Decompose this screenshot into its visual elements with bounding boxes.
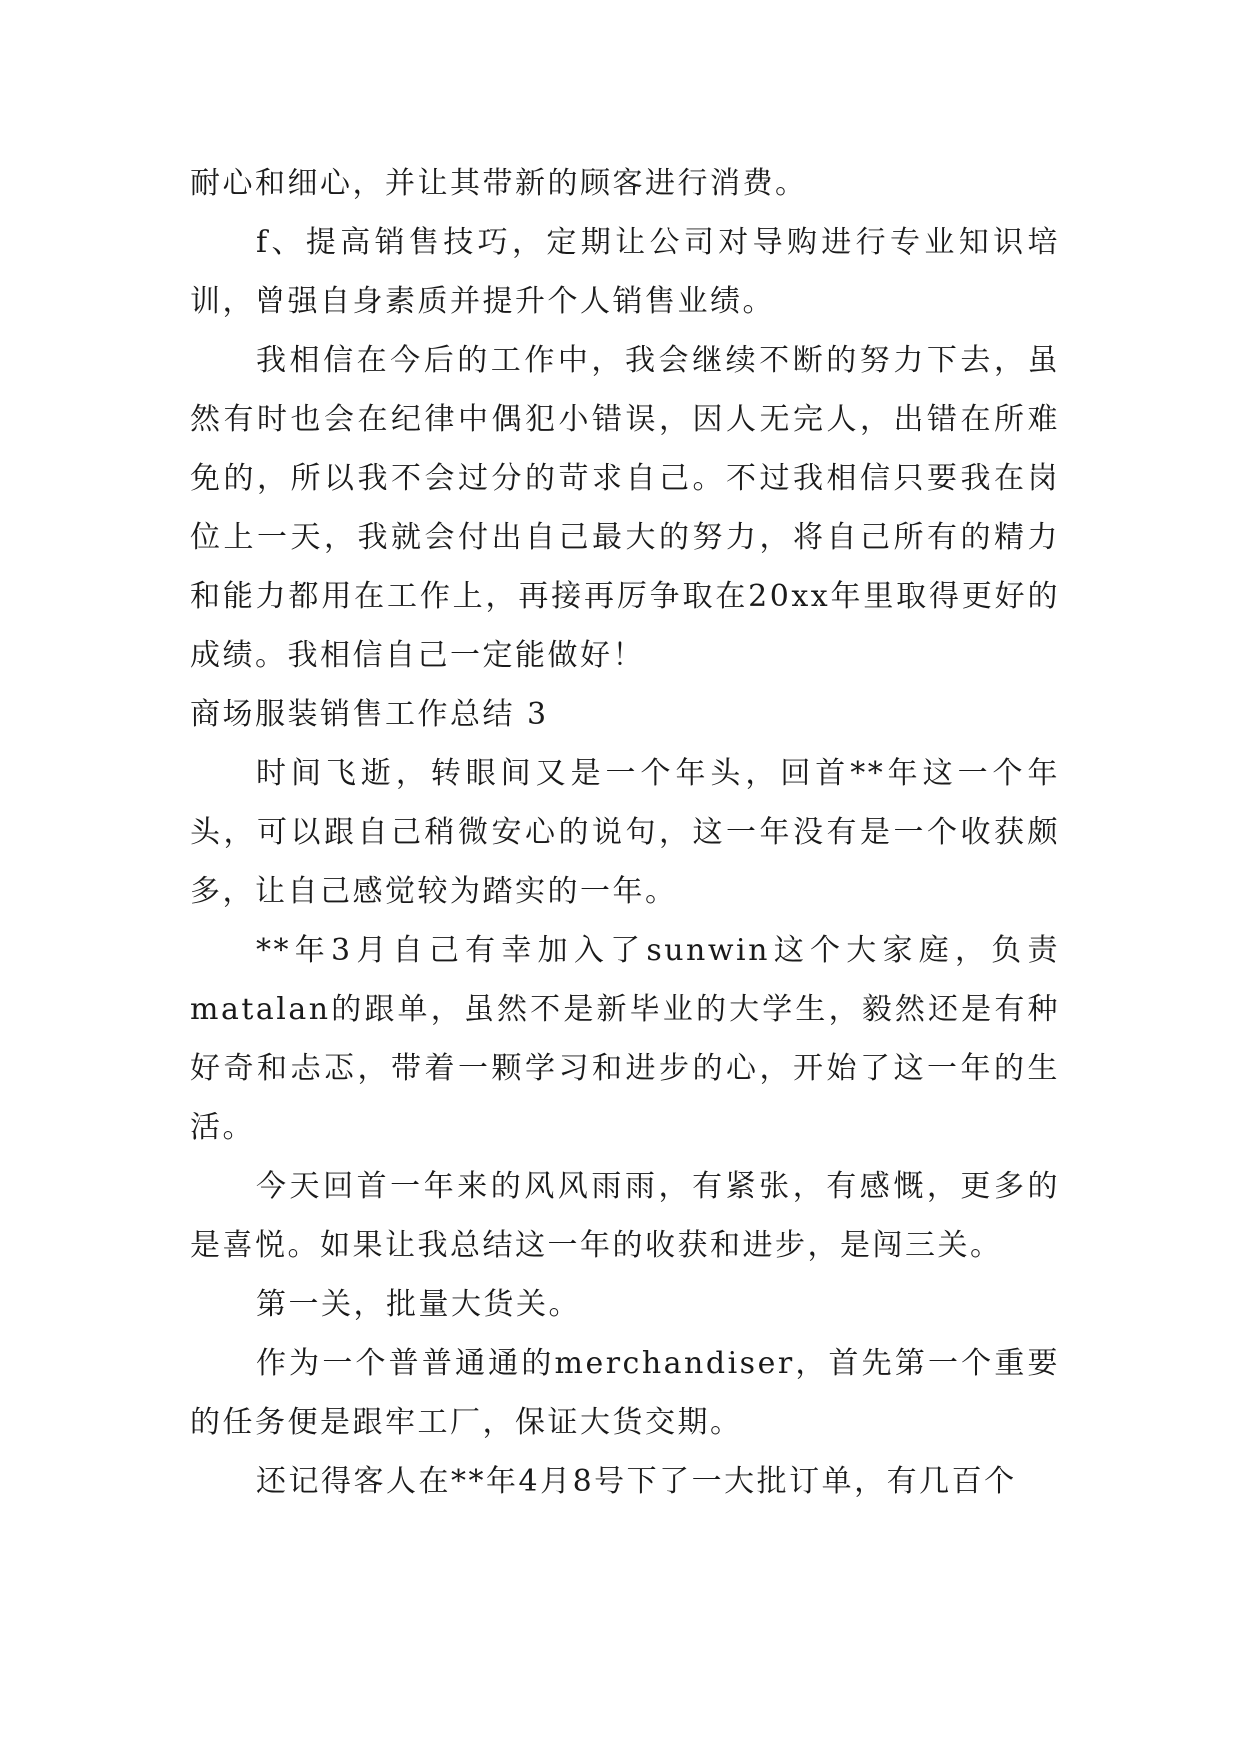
- section-title: 商场服装销售工作总结 3: [190, 697, 549, 732]
- paragraph-sales-skills: f、提高销售技巧，定期让公司对导购进行专业知识培训，曾强自身素质并提升个人销售业绩。: [190, 225, 1060, 319]
- paragraph-order-memory: 还记得客人在**年4月8号下了一大批订单，有几百个: [256, 1464, 1017, 1499]
- paragraph-merchandiser: 作为一个普普通通的merchandiser，首先第一个重要的任务便是跟牢工厂，保证大货交期。: [190, 1346, 1060, 1440]
- paragraph-first-pass: 第一关，批量大货关。: [256, 1287, 581, 1322]
- paragraph-time-flies: 时间飞逝，转眼间又是一个年头，回首**年这一个年头，可以跟自己稍微安心的说句，这一年没有是一个收获颇多，让自己感觉较为踏实的一年。: [190, 756, 1060, 909]
- document-body: [190, 154, 1060, 1511]
- paragraph-continuation: 耐心和细心，并让其带新的顾客进行消费。: [190, 166, 808, 201]
- paragraph-future-work: 我相信在今后的工作中，我会继续不断的努力下去，虽然有时也会在纪律中偶犯小错误，因人无完人，出错在所难免的，所以我不会过分的苛求自己。不过我相信只要我在岗位上一天，我就会付出自己最大的努力，将自己所有的精力和能力都用在工作上，再接再厉争取在20xx年里取得更好的成绩。我相信自己一定能做好！: [190, 343, 1060, 673]
- paragraph-looking-back: 今天回首一年来的风风雨雨，有紧张，有感慨，更多的是喜悦。如果让我总结这一年的收获和进步，是闯三关。: [190, 1169, 1060, 1263]
- paragraph-joining-sunwin: **年3月自己有幸加入了sunwin这个大家庭，负责matalan的跟单，虽然不是新毕业的大学生，毅然还是有种好奇和忐忑，带着一颗学习和进步的心，开始了这一年的生活。: [190, 933, 1060, 1145]
